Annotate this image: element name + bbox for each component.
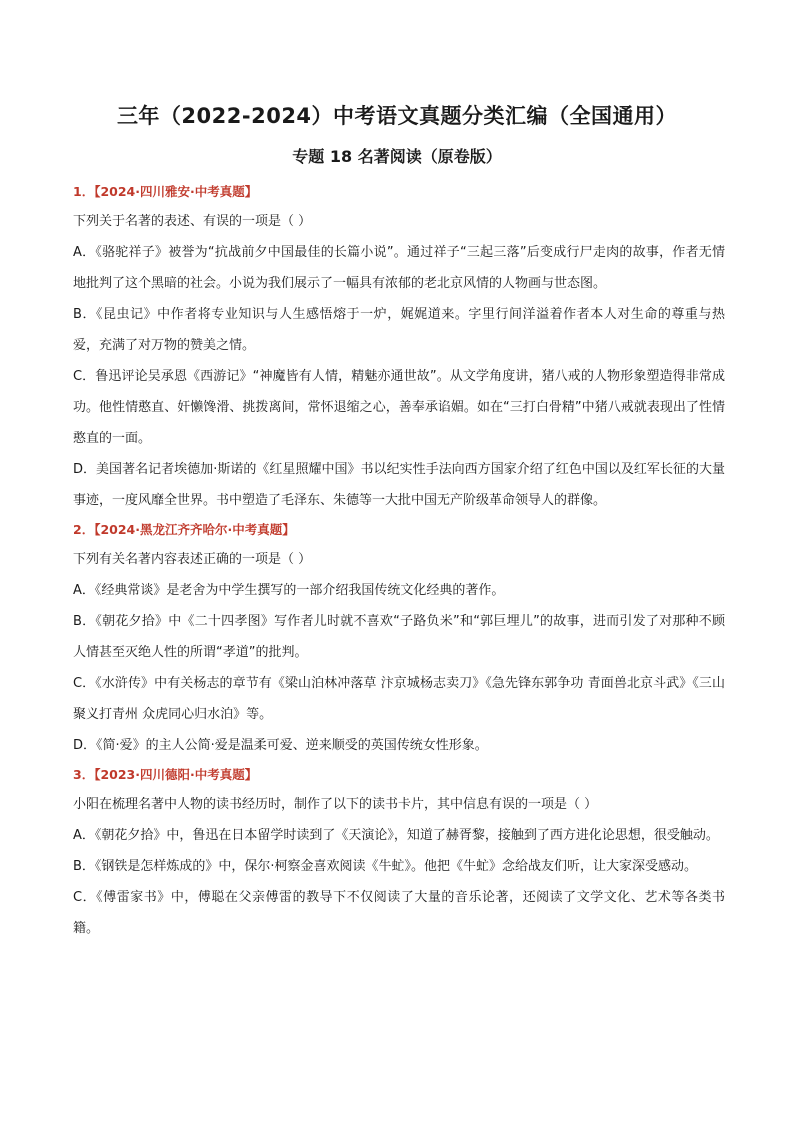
option-a: A．《经典常谈》是老舍为中学生撰写的一部介绍我国传统文化经典的著作。 [73,583,505,598]
question-stem: 小阳在梳理名著中人物的读书经历时，制作了以下的读书卡片，其中信息有误的一项是（ ） [73,797,598,812]
document-title: 三年（2022-2024）中考语文真题分类汇编（全国通用） [116,104,678,128]
option-a: A．《骆驼祥子》被誉为“抗战前夕中国最佳的长篇小说”。通过祥子“三起三落”后变成行尸走肉的故事，作者无情地批判了这个黑暗的社会。小说为我们展示了一幅具有浓郁的老北京风情的人物画与世态图。 [73,245,725,291]
option-c: C．鲁迅评论吴承恩《西游记》“神魔皆有人情，精魅亦通世故”。从文学角度讲，猪八戒的人物形象塑造得非常成功。他性情憨直、奸懒馋滑、挑拨离间，常怀退缩之心，善奉承谄媚。如在“三打白骨精”中猪八戒就表现出了性情憨直的一面。 [73,369,725,446]
question-header [73,516,725,544]
option-d: D．美国著名记者埃德加·斯诺的《红星照耀中国》书以纪实性手法向西方国家介绍了红色中国以及红军长征的大量事迹，一度风靡全世界。书中塑造了毛泽东、朱德等一大批中国无产阶级革命领导人的群像。 [73,462,725,508]
question-stem: 下列关于名著的表述、有误的一项是（ ） [73,214,312,229]
question-number: 1． [73,184,95,199]
questions-list [73,178,725,944]
option-c: C．《水浒传》中有关杨志的章节有《梁山泊林冲落草 汴京城杨志卖刀》《急先锋东郭争功 青面兽北京斗武》《三山聚义打青州 众虎同心归水泊》等。 [73,676,725,722]
question-3 [73,761,725,944]
question-1 [73,178,725,516]
option-b: B．《钢铁是怎样炼成的》中，保尔·柯察金喜欢阅读《牛虻》。他把《牛虻》念给战友们听，让大家深受感动。 [73,859,698,874]
option-b: B．《朝花夕拾》中《二十四孝图》写作者儿时就不喜欢“子路负米”和“郭巨埋儿”的故事，进而引发了对那种不顾人情甚至灭绝人性的所谓“孝道”的批判。 [73,614,725,660]
question-number: 3． [73,767,95,782]
question-header [73,178,725,206]
option-b: B．《昆虫记》中作者将专业知识与人生感悟熔于一炉，娓娓道来。字里行间洋溢着作者本人对生命的尊重与热爱，充满了对万物的赞美之情。 [73,307,725,353]
question-stem: 下列有关名著内容表述正确的一项是（ ） [73,552,312,567]
question-source: 【2023·四川德阳·中考真题】 [94,767,258,782]
question-source: 【2024·黑龙江齐齐哈尔·中考真题】 [94,522,295,537]
question-source: 【2024·四川雅安·中考真题】 [94,184,258,199]
question-number: 2． [73,522,95,537]
option-c: C．《傅雷家书》中，傅聪在父亲傅雷的教导下不仅阅读了大量的音乐论著，还阅读了文学文化、艺术等各类书籍。 [73,890,725,936]
question-header [73,761,725,789]
option-d: D．《简·爱》的主人公简·爱是温柔可爱、逆来顺受的英国传统女性形象。 [73,738,488,753]
document-subtitle: 专题 18 名著阅读（原卷版） [292,147,502,166]
option-a: A．《朝花夕拾》中，鲁迅在日本留学时读到了《天演论》，知道了赫胥黎，接触到了西方进化论思想，很受触动。 [73,828,719,843]
question-2 [73,516,725,761]
